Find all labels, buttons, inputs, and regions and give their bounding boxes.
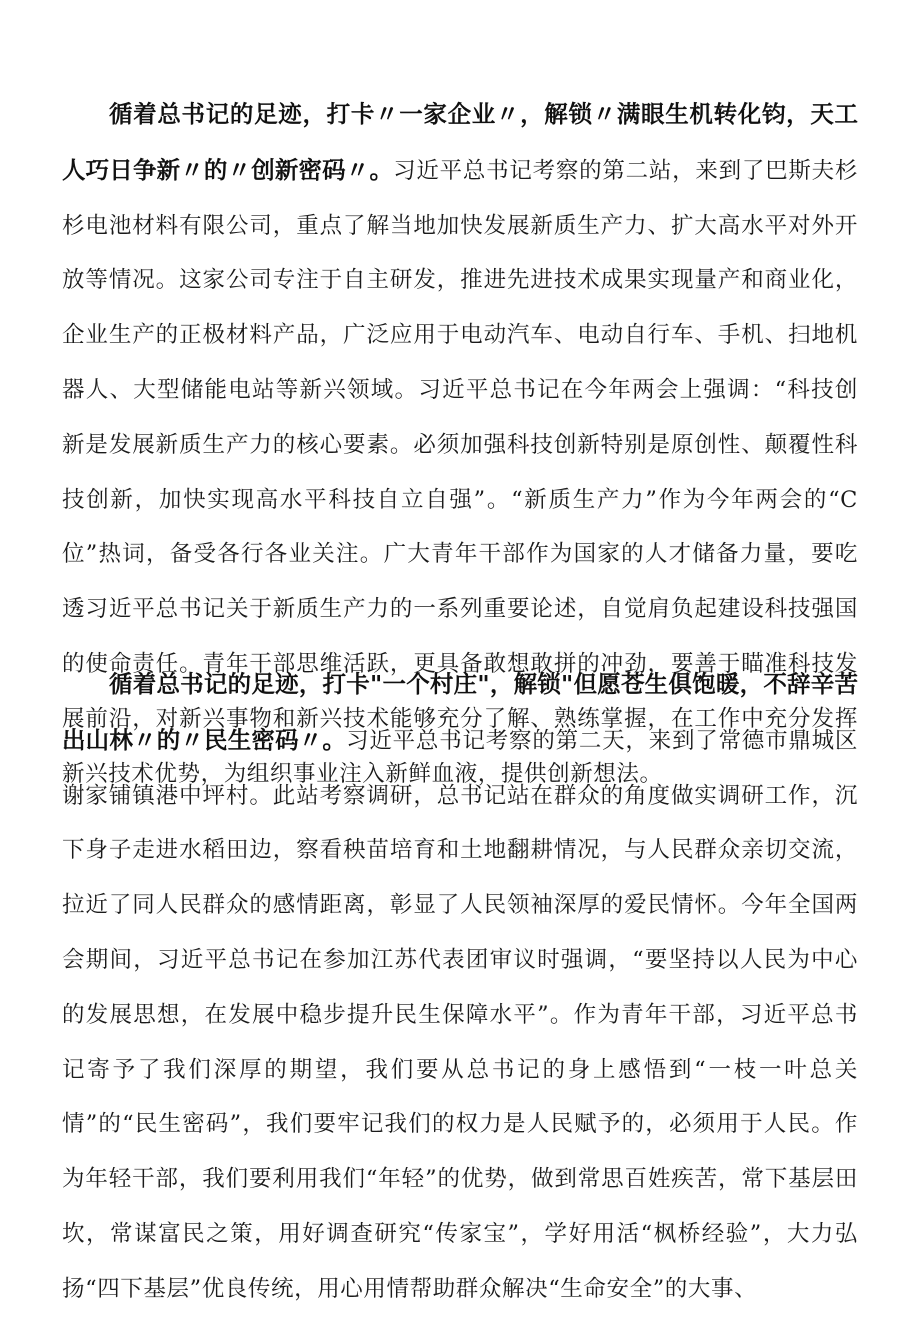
paragraph-body: 习近平总书记考察的第二天，来到了常德市鼎城区谢家铺镇港中坪村。此站考察调研，总书记站在群众的角度做实调研工作，沉下身子走进水稻田边，察看秧苗培育和土地翻耕情况，与人民群众亲切交流，拉近了同人民群众的感情距离，彰显了人民领袖深厚的爱民情怀。今年全国两会期间，习近平总书记在参加江苏代表团审议时强调，“要坚持以人民为中心的发展思想，在发展中稳步提升民生保障水平”。作为青年干部，习近平总书记寄予了我们深厚的期望，我们要从总书记的身上感悟到“一枝一叶总关情”的“民生密码”，我们要牢记我们的权力是人民赋予的，必须用于人民。作为年轻干部，我们要利用我们“年轻”的优势，做到常思百姓疾苦，常下基层田坎，常谋富民之策，用好调查研究“传家宝”，学好用活“枫桥经验”，大力弘扬“四下基层”优良传统，用心用情帮助群众解决“生命安全”的大事、 [62,727,858,1302]
paragraph-body: 习近平总书记考察的第二站，来到了巴斯夫杉杉电池材料有限公司，重点了解当地加快发展新质生产力、扩大高水平对外开放等情况。这家公司专注于自主研发，推进先进技术成果实现量产和商业化，企业生产的正极材料产品，广泛应用于电动汽车、电动自行车、手机、扫地机器人、大型储能电站等新兴领域。习近平总书记在今年两会上强调：“科技创新是发展新质生产力的核心要素。必须加强科技创新特别是原创性、颠覆性科技创新，加快实现高水平科技自立自强”。“新质生产力”作为今年两会的“C位”热词，备受各行各业关注。广大青年干部作为国家的人才储备力量，要吃透习近平总书记关于新质生产力的一系列重要论述，自觉肩负起建设科技强国的使命责任。青年干部思维活跃，更具备敢想敢拼的冲劲，要善于瞄准科技发展前沿，对新兴事物和新兴技术能够充分了解、熟练掌握，在工作中充分发挥新兴技术优势，为组织事业注入新鲜血液，提供创新想法。 [62,157,858,787]
paragraph-village [62,657,858,1317]
paragraph-lead: 循着总书记的足迹，打卡"一个村庄"，解锁"但愿苍生俱饱暖，不辞辛苦出山林〃的〃民生密码〃。 [62,670,858,754]
paragraph-lead: 循着总书记的足迹，打卡〃一家企业〃，解锁〃满眼生机转化钧，天工人巧日争新〃的〃创新密码〃。 [62,100,858,184]
